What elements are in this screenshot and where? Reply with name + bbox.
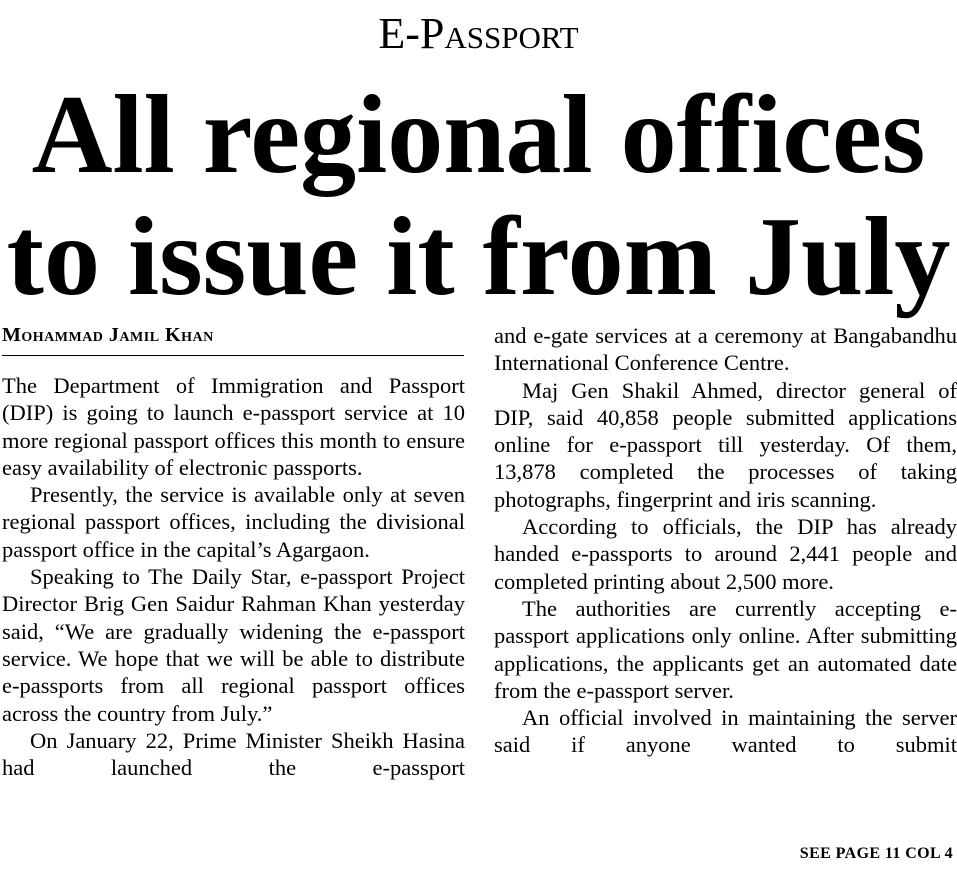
article-column-1 (2, 372, 465, 781)
paragraph: An official involved in maintaining the server said if anyone wanted to submit (494, 705, 957, 758)
paragraph: Presently, the service is available only at seven regional passport offices, including the divisional passport office in the capital’s Agargaon. (2, 482, 465, 562)
paragraph: On January 22, Prime Minister Sheikh Hasina had launched the e-passport (2, 727, 465, 781)
paragraph: and e-gate services at a ceremony at Bangabandhu International Conference Centre. (494, 323, 957, 376)
byline-rule (2, 355, 464, 356)
article-column-2 (494, 322, 957, 759)
headline (0, 74, 957, 318)
paragraph: The authorities are currently accepting e-passport applications only online. After submitting applications, the applicants get an automated date from the e-passport server. (494, 595, 957, 703)
paragraph: The Department of Immigration and Passport (DIP) is going to launch e-passport service at 10 more regional passport offices this month to ensure easy availability of electronic passports. (2, 373, 465, 480)
paragraph: According to officials, the DIP has already handed e-passports to around 2,441 people and completed printing about 2,500 more. (494, 514, 957, 594)
paragraph: Maj Gen Shakil Ahmed, director general of DIP, said 40,858 people submitted applications online for e-passport till yesterday. Of them, 13,878 completed the processes of taking photographs, fingerprint and iris scanning. (494, 377, 957, 512)
kicker-rest: assport (444, 9, 579, 58)
continuation-jump-line: SEE PAGE 11 COL 4 (799, 845, 953, 862)
headline-line-1: All regional offices (31, 73, 926, 197)
paragraph: Speaking to The Daily Star, e-passport Project Director Brig Gen Saidur Rahman Khan yesterday said, “We are gradually widening the e-passport service. We hope that we will be able to distribute e-passports from all regional passport offices across the country from July.” (2, 564, 465, 726)
byline: Mohammad Jamil Khan (2, 324, 214, 346)
kicker-initial: E-P (378, 9, 445, 58)
headline-line-2: to issue it from July (6, 195, 951, 319)
section-kicker (0, 8, 957, 60)
